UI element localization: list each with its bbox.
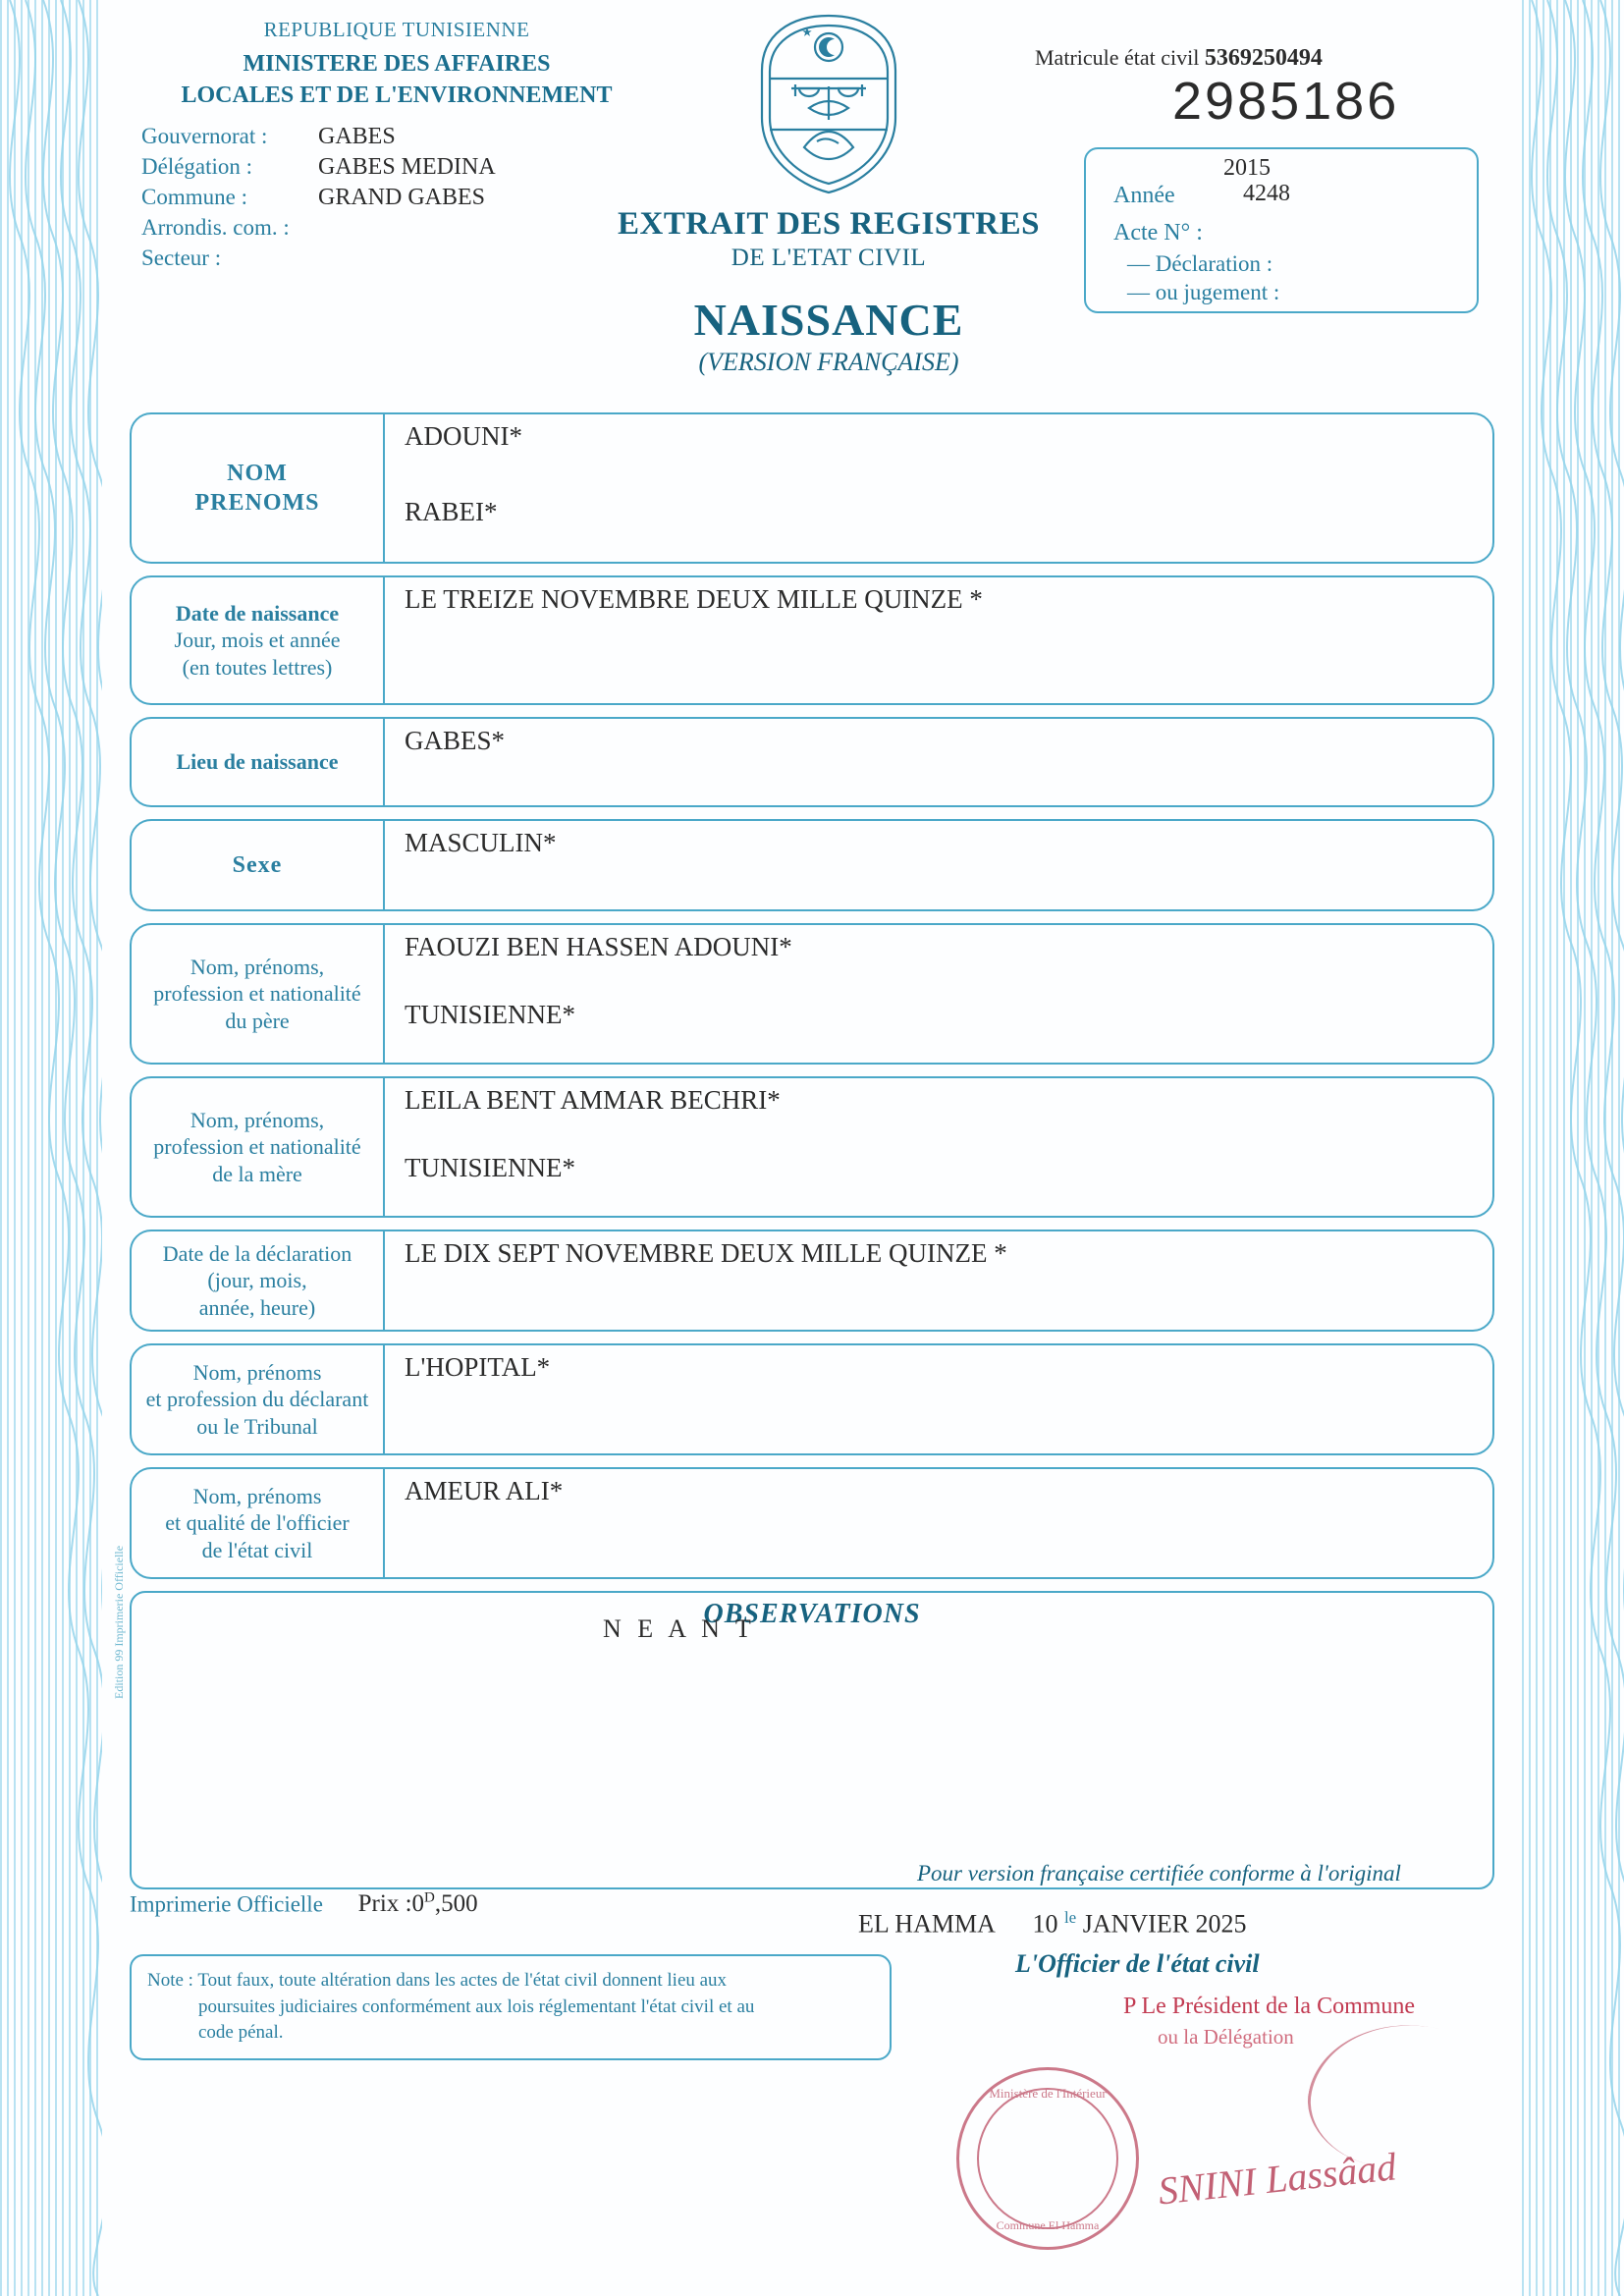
row-pere-values: [389, 925, 1492, 1042]
jugement-label: — ou jugement :: [1127, 280, 1280, 304]
official-round-stamp: [956, 2067, 1139, 2250]
row-nom-prenoms: [130, 412, 1494, 564]
note-prefix: Note :: [147, 1970, 193, 1991]
label-prenoms: PRENOMS: [194, 490, 320, 516]
republic-line: REPUBLIQUE TUNISIENNE: [263, 18, 530, 41]
ministry-line-1: MINISTERE DES AFFAIRES: [243, 51, 551, 77]
label-mere-1: Nom, prénoms,: [189, 1107, 325, 1132]
stamp-bottom-text: Commune El Hamma: [996, 2218, 1100, 2232]
price-value: 0: [411, 1890, 425, 1918]
label-nom: NOM: [227, 461, 288, 486]
president-stamp-line: P Le Président de la Commune: [1123, 1994, 1416, 2019]
note-line-3: code pénal.: [198, 2022, 284, 2044]
value-officier: AMEUR ALI*: [405, 1476, 564, 1505]
label-date-naissance: Date de naissance: [175, 600, 340, 626]
certification-text: Pour version française certifiée conforme à l'original: [917, 1861, 1401, 1886]
observations-box: [130, 1591, 1494, 1889]
row-date-naissance: [130, 575, 1494, 705]
place-date-line: [858, 1908, 1247, 1940]
row-officier-values: [389, 1469, 1492, 1528]
row-nom-values: [389, 414, 1492, 539]
label-pere-3: du père: [225, 1008, 290, 1033]
label-mere-3: de la mère: [212, 1161, 302, 1186]
stamp-inner-ring: [977, 2088, 1118, 2229]
stamp-top-text: Ministère de l'Intérieur: [989, 2086, 1107, 2101]
value-declarant: L'HOPITAL*: [405, 1352, 551, 1382]
label-pere-2: profession et nationalité: [153, 981, 361, 1007]
acte-value: 4248: [1243, 181, 1290, 206]
value-nom: ADOUNI*: [405, 421, 522, 451]
row-nom-label: [132, 414, 385, 562]
value-pere-nom: FAOUZI BEN HASSEN ADOUNI*: [405, 932, 792, 961]
label-date-sub1: Jour, mois et année: [174, 628, 341, 653]
label-officier-1: Nom, prénoms: [192, 1483, 322, 1508]
title-line-2: DE L'ETAT CIVIL: [731, 245, 927, 271]
label-officier-2: et qualité de l'officier: [165, 1510, 350, 1536]
row-date-declaration-values: [389, 1231, 1492, 1290]
legal-note-box: [130, 1954, 892, 2060]
wave-pattern-icon: [0, 0, 102, 2296]
acte-label: Acte N° :: [1113, 220, 1203, 246]
declaration-label: — Déclaration :: [1127, 251, 1273, 276]
matricule-line: [1035, 45, 1487, 72]
label-officier-3: de l'état civil: [201, 1537, 313, 1562]
label-date-sub2: (en toutes lettres): [182, 654, 333, 680]
observations-content: N E A N T: [603, 1614, 756, 1643]
row-date-label: [132, 577, 385, 703]
officer-signature: SNINI Lassâad: [1156, 2144, 1399, 2214]
officer-title: L'Officier de l'état civil: [1015, 1949, 1260, 1978]
gouvernorat-value: GABES: [318, 123, 396, 149]
matricule-value: 5369250494: [1204, 45, 1323, 71]
printer-label: Imprimerie Officielle: [130, 1891, 323, 1917]
row-sexe-values: [389, 821, 1492, 880]
label-declarant-2: et profession du déclarant: [145, 1387, 369, 1412]
secteur-label: Secteur :: [141, 245, 222, 270]
decorative-border-left: [0, 0, 102, 2296]
le-label: le: [1063, 1908, 1077, 1927]
row-date-values: [389, 577, 1492, 636]
row-mere-values: [389, 1078, 1492, 1195]
field-rows: [130, 412, 1494, 1889]
value-pere-nationalite: TUNISIENNE*: [405, 999, 575, 1029]
row-mere: [130, 1076, 1494, 1218]
note-line-1: [147, 1968, 874, 1995]
title-naissance: NAISSANCE: [693, 295, 964, 345]
row-officier: [130, 1467, 1494, 1579]
commune-label: Commune :: [141, 184, 247, 209]
title-line-1: EXTRAIT DES REGISTRES: [618, 206, 1040, 242]
place-value: EL HAMMA: [858, 1909, 995, 1939]
annee-label: Année: [1113, 183, 1175, 208]
wave-pattern-icon: [1522, 0, 1624, 2296]
document-title: [524, 206, 1133, 377]
acte-box: [1084, 147, 1479, 313]
label-declarant-3: ou le Tribunal: [196, 1413, 318, 1439]
day-value: 10: [1032, 1909, 1058, 1939]
title-version: (VERSION FRANÇAISE): [698, 348, 959, 376]
certificate-sheet: [102, 0, 1522, 2296]
row-declarant: [130, 1343, 1494, 1455]
label-decl-1: Date de la déclaration: [162, 1240, 352, 1266]
price-decimals: ,500: [434, 1890, 478, 1918]
month-year-value: JANVIER 2025: [1082, 1909, 1247, 1939]
delegation-label: Délégation :: [141, 153, 253, 179]
value-lieu-naissance: GABES*: [405, 726, 506, 755]
row-mere-label: [132, 1078, 385, 1216]
vertical-printer-mark: Edition 99 Imprimerie Officielle: [112, 1545, 126, 1699]
label-lieu-naissance: Lieu de naissance: [176, 749, 339, 775]
label-sexe: Sexe: [232, 852, 283, 878]
gouvernorat-label: Gouvernorat :: [141, 123, 268, 148]
arrondissement-label: Arrondis. com. :: [141, 214, 290, 240]
row-officier-label: [132, 1469, 385, 1577]
tunisia-emblem-svg: [750, 10, 907, 196]
row-declarant-label: [132, 1345, 385, 1453]
ministry-line-2: LOCALES ET DE L'ENVIRONNEMENT: [181, 82, 613, 109]
admin-row-delegation: [141, 152, 652, 183]
row-date-declaration: [130, 1230, 1494, 1332]
document-number: 2985186: [1172, 72, 1400, 131]
row-pere: [130, 923, 1494, 1065]
label-decl-3: année, heure): [198, 1294, 316, 1320]
row-date-declaration-label: [132, 1231, 385, 1330]
annee-value: 2015: [1223, 155, 1271, 181]
label-decl-2: (jour, mois,: [207, 1268, 307, 1293]
decorative-border-right: [1522, 0, 1624, 2296]
admin-row-gouvernorat: [141, 122, 652, 152]
row-sexe-label: [132, 821, 385, 909]
value-prenoms: RABEI*: [405, 496, 498, 526]
commune-value: GRAND GABES: [318, 184, 486, 210]
observations-title: OBSERVATIONS: [703, 1599, 921, 1629]
label-pere-1: Nom, prénoms,: [189, 954, 325, 979]
row-sexe: [130, 819, 1494, 911]
matricule-label: Matricule état civil: [1035, 45, 1200, 70]
value-mere-nom: LEILA BENT AMMAR BECHRI*: [405, 1085, 781, 1115]
value-mere-nationalite: TUNISIENNE*: [405, 1152, 575, 1182]
row-declarant-values: [389, 1345, 1492, 1404]
note-line-2: poursuites judiciaires conformément aux lois réglementant l'état civil et au: [198, 1995, 755, 2017]
note-text-1: Tout faux, toute altération dans les actes de l'état civil donnent lieu aux: [197, 1970, 728, 1991]
price-label: Prix :: [357, 1890, 412, 1918]
value-date-declaration: LE DIX SEPT NOVEMBRE DEUX MILLE QUINZE *: [405, 1238, 1007, 1268]
delegation-stamp-line: ou la Délégation: [1158, 2025, 1294, 2049]
row-lieu-naissance: [130, 717, 1494, 807]
label-declarant-1: Nom, prénoms: [192, 1359, 322, 1385]
price-block: [358, 1890, 478, 1917]
row-pere-label: [132, 925, 385, 1063]
label-mere-2: profession et nationalité: [153, 1134, 361, 1160]
delegation-value: GABES MEDINA: [318, 153, 496, 180]
row-lieu-label: [132, 719, 385, 805]
row-lieu-values: [389, 719, 1492, 778]
coat-of-arms-icon: [750, 10, 907, 196]
price-currency: D: [424, 1890, 435, 1906]
value-date-naissance: LE TREIZE NOVEMBRE DEUX MILLE QUINZE *: [405, 584, 983, 614]
printer-line: [130, 1890, 478, 1918]
value-sexe: MASCULIN*: [405, 828, 557, 857]
